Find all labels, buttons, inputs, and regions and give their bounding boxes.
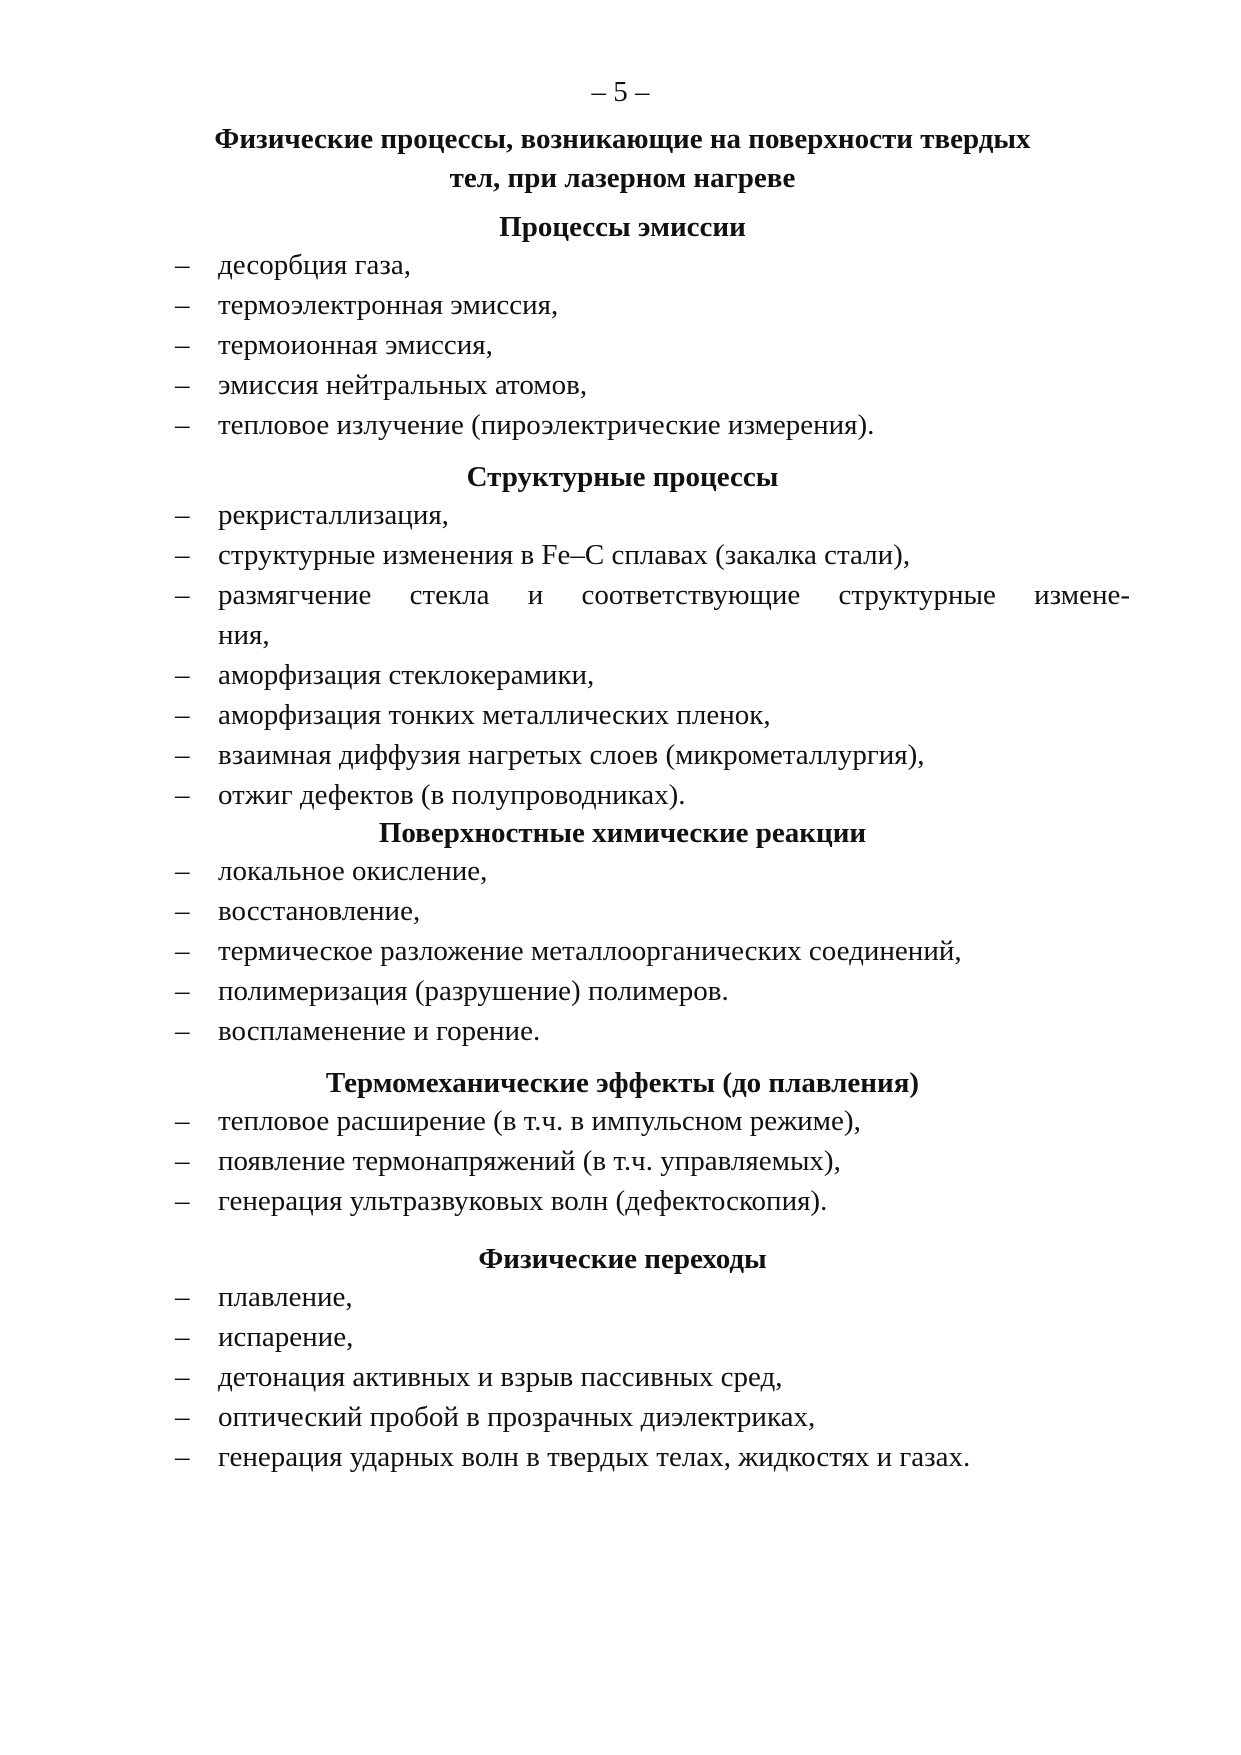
page-title-line-1: Физические процессы, возникающие на поверхности твердых [214, 123, 1031, 155]
list-item: – тепловое излучение (пироэлектрические измерения). [175, 405, 1130, 445]
list-item: – десорбция газа, [175, 245, 1130, 285]
list-item: – размягчение стекла и соответствующие структурные измене- [175, 575, 1130, 615]
list-item: – плавление, [175, 1277, 1130, 1317]
dash-bullet: – [175, 499, 190, 531]
dash-bullet: – [175, 1321, 190, 1353]
list-item: – отжиг дефектов (в полупроводниках). [175, 775, 1130, 815]
list-item: – воспламенение и горение. [175, 1011, 1130, 1051]
list-item: – оптический пробой в прозрачных диэлектриках, [175, 1397, 1130, 1437]
dash-bullet: – [175, 329, 190, 361]
dash-bullet: – [175, 855, 190, 887]
list-item: – появление термонапряжений (в т.ч. управляемых), [175, 1141, 1130, 1181]
list-item: – локальное окисление, [175, 851, 1130, 891]
list-item: – испарение, [175, 1317, 1130, 1357]
list-item: – термоэлектронная эмиссия, [175, 285, 1130, 325]
dash-bullet: – [175, 1281, 190, 1313]
list-item: – тепловое расширение (в т.ч. в импульсном режиме), [175, 1101, 1130, 1141]
section-heading-structural: Структурные процессы [466, 461, 779, 493]
dash-bullet: – [175, 369, 190, 401]
list-item: – эмиссия нейтральных атомов, [175, 365, 1130, 405]
dash-bullet: – [175, 409, 190, 441]
section-heading-thermomechanical: Термомеханические эффекты (до плавления) [325, 1067, 920, 1099]
dash-bullet: – [175, 1361, 190, 1393]
list-item: – термическое разложение металлоорганических соединений, [175, 931, 1130, 971]
dash-bullet: – [175, 579, 190, 611]
dash-bullet: – [175, 289, 190, 321]
list-emission [175, 245, 1130, 445]
list-item: – восстановление, [175, 891, 1130, 931]
list-phase-transitions [175, 1277, 1130, 1477]
page-title-line-2: тел, при лазерном нагреве [449, 162, 796, 194]
dash-bullet: – [175, 1105, 190, 1137]
dash-bullet: – [175, 779, 190, 811]
list-item: – генерация ультразвуковых волн (дефектоскопия). [175, 1181, 1130, 1221]
dash-bullet: – [175, 249, 190, 281]
dash-bullet: – [175, 739, 190, 771]
list-item: – термоионная эмиссия, [175, 325, 1130, 365]
list-item: – генерация ударных волн в твердых телах, жидкостях и газах. [175, 1437, 1130, 1477]
dash-bullet: – [175, 1401, 190, 1433]
page-title [150, 120, 1095, 198]
list-item: – структурные изменения в Fe–C сплавах (закалка стали), [175, 535, 1130, 575]
dash-bullet: – [175, 975, 190, 1007]
section-heading-emission: Процессы эмиссии [499, 211, 746, 243]
list-item: – рекристаллизация, [175, 495, 1130, 535]
dash-bullet: – [175, 1185, 190, 1217]
dash-bullet: – [175, 1015, 190, 1047]
list-item: – аморфизация стеклокерамики, [175, 655, 1130, 695]
dash-bullet: – [175, 699, 190, 731]
section-heading-phase-transitions: Физические переходы [478, 1243, 767, 1275]
list-item: – взаимная диффузия нагретых слоев (микрометаллургия), [175, 735, 1130, 775]
list-chemical [175, 851, 1130, 1051]
section-heading-chemical: Поверхностные химические реакции [378, 817, 867, 849]
list-item-continuation: ния, [218, 619, 270, 651]
page-number: – 5 – [591, 76, 650, 108]
list-item: – детонация активных и взрыв пассивных сред, [175, 1357, 1130, 1397]
dash-bullet: – [175, 539, 190, 571]
dash-bullet: – [175, 895, 190, 927]
dash-bullet: – [175, 1145, 190, 1177]
dash-bullet: – [175, 659, 190, 691]
list-thermomechanical [175, 1101, 1130, 1221]
dash-bullet: – [175, 1441, 190, 1473]
list-item: – полимеризация (разрушение) полимеров. [175, 971, 1130, 1011]
list-item: – аморфизация тонких металлических пленок, [175, 695, 1130, 735]
list-structural [175, 495, 1130, 815]
dash-bullet: – [175, 935, 190, 967]
